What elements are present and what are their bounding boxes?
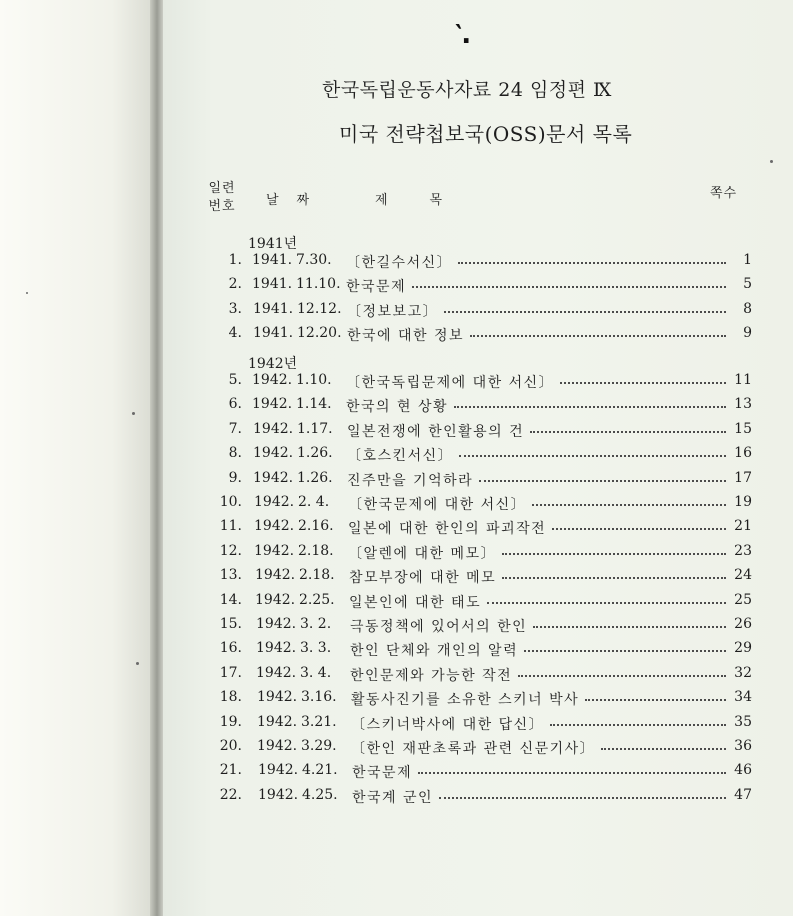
dot-leader: [479, 480, 726, 482]
entry-title: 한국문제: [352, 765, 413, 782]
left-page-margin: [0, 0, 160, 916]
toc-entry: [200, 372, 752, 394]
entry-page: 47: [734, 786, 752, 803]
entry-page: 1: [743, 252, 752, 268]
toc-entry: [200, 640, 752, 662]
toc-entry: [200, 252, 752, 274]
dot-leader: [585, 699, 726, 701]
dot-leader: [458, 262, 726, 264]
entry-month-day: 1.26.: [297, 469, 333, 486]
entry-page: 11: [734, 372, 752, 388]
entry-year: 1941.: [253, 300, 294, 317]
entry-number: 1.: [228, 252, 242, 268]
entry-month-day: 2.18.: [299, 567, 335, 584]
column-header-date: 날짜: [266, 193, 328, 208]
entry-page: 5: [743, 276, 752, 293]
year-heading: 1941년: [248, 236, 298, 252]
entry-year: 1942.: [255, 591, 296, 608]
entry-number: 9.: [228, 469, 242, 486]
entry-number: 6.: [228, 396, 242, 413]
entry-number: 18.: [219, 689, 242, 706]
entry-number: 22.: [219, 786, 242, 803]
entry-title: 한국에 대한 정보: [347, 328, 465, 345]
dot-leader: [524, 650, 726, 652]
entry-year: 1942.: [257, 689, 298, 706]
toc-entry: [200, 787, 752, 809]
entry-number: 21.: [219, 762, 242, 779]
entry-page: 25: [734, 591, 752, 608]
entry-number: 15.: [219, 616, 242, 632]
handwritten-mark: ‵․: [455, 20, 471, 50]
entry-number: 12.: [219, 542, 242, 559]
entry-page: 8: [743, 300, 752, 317]
entry-month-day: 12.12.: [297, 300, 342, 317]
entry-page: 9: [743, 325, 752, 342]
entry-title: 〔알렌에 대한 메모〕: [348, 545, 497, 562]
entry-page: 23: [734, 542, 752, 559]
entry-title: 일본에 대한 한인의 파괴작전: [348, 521, 547, 538]
entry-month-day: 7.30.: [296, 252, 332, 268]
entry-title: 〔한국독립문제에 대한 서신〕: [346, 375, 555, 391]
entry-number: 4.: [228, 325, 242, 342]
column-header-number-line1: 일련: [208, 181, 236, 196]
dot-leader: [502, 553, 726, 555]
entry-number: 10.: [219, 494, 242, 510]
toc-entry: [200, 738, 752, 760]
entry-year: 1942.: [256, 664, 297, 681]
entry-title: 〔한인 재판초록과 관련 신문기사〕: [351, 741, 596, 757]
entry-number: 7.: [228, 420, 242, 437]
entry-title: 한인 단체와 개인의 알력: [350, 643, 519, 660]
entry-year: 1942.: [253, 469, 294, 486]
dot-leader: [418, 772, 726, 774]
dot-leader: [533, 626, 726, 628]
entry-month-day: 1.17.: [297, 420, 333, 437]
entry-month-day: 1.14.: [296, 396, 332, 413]
toc-entry: [200, 543, 752, 565]
dot-leader: [560, 382, 726, 384]
entry-year: 1942.: [253, 445, 294, 462]
entry-title: 〔호스킨서신〕: [347, 448, 454, 465]
entry-page: 29: [734, 640, 752, 657]
entry-year: 1942.: [257, 738, 298, 754]
entry-number: 14.: [219, 591, 242, 608]
entry-title: 참모부장에 대한 메모: [349, 570, 497, 587]
entry-page: 15: [734, 420, 752, 437]
entry-number: 17.: [219, 664, 242, 681]
entry-month-day: 3. 2.: [300, 616, 332, 632]
year-heading: 1942년: [248, 356, 298, 372]
entry-title: 〔정보보고〕: [347, 303, 439, 320]
scan-speck: [132, 412, 135, 415]
toc-entry: [200, 616, 752, 638]
entry-year: 1942.: [255, 567, 296, 584]
entry-title: 〔스키너박사에 대한 답신〕: [351, 716, 545, 733]
dot-leader: [439, 797, 726, 799]
entry-year: 1942.: [256, 616, 297, 632]
toc-entry: [200, 396, 752, 418]
entry-title: 한국의 현 상황: [346, 399, 449, 416]
entry-page: 36: [734, 738, 752, 754]
entry-title: 한국계 군인: [352, 789, 434, 806]
toc-entry: [200, 301, 752, 323]
entry-title: 〔한국문제에 대한 서신〕: [348, 497, 527, 513]
scan-speck: [136, 662, 139, 665]
dot-leader: [470, 335, 726, 337]
entry-title: 활동사진기를 소유한 스키너 박사: [351, 692, 580, 709]
toc-entry: [200, 714, 752, 736]
entry-month-day: 2. 4.: [298, 494, 330, 510]
toc-entry: [200, 689, 752, 711]
toc-entry: [200, 518, 752, 540]
entry-number: 19.: [219, 713, 242, 730]
column-header-number-line2: 번호: [208, 199, 236, 214]
entry-title: 일본전쟁에 한인활용의 건: [347, 423, 525, 440]
entry-month-day: 3. 4.: [300, 664, 332, 681]
entry-title: 한인문제와 가능한 작전: [350, 667, 513, 684]
dot-leader: [532, 504, 726, 506]
scan-speck: [26, 292, 28, 294]
entry-page: 35: [734, 713, 752, 730]
toc-entry: [200, 762, 752, 784]
entry-month-day: 1.10.: [296, 372, 332, 388]
entry-page: 32: [734, 664, 752, 681]
entry-year: 1942.: [253, 420, 294, 437]
entry-title: 진주만을 기억하라: [347, 472, 474, 489]
toc-entry: [200, 665, 752, 687]
entry-year: 1942.: [254, 518, 295, 535]
book-gutter: [150, 0, 164, 916]
entry-number: 2.: [228, 276, 242, 293]
column-header-page: 쪽수: [710, 186, 738, 201]
entry-year: 1941.: [252, 276, 293, 293]
entry-page: 26: [734, 616, 752, 632]
entry-month-day: 1.26.: [297, 445, 333, 462]
entry-month-day: 2.25.: [299, 591, 335, 608]
column-header-number: [204, 180, 240, 216]
entry-year: 1942.: [258, 786, 299, 803]
dot-leader: [552, 528, 726, 530]
entry-month-day: 2.16.: [298, 518, 334, 535]
document-title: 미국 전략첩보국(OSS)문서 목록: [339, 122, 633, 146]
entry-number: 5.: [228, 372, 242, 388]
toc-entry: [200, 276, 752, 298]
scan-speck: [770, 160, 773, 163]
entry-number: 3.: [228, 300, 242, 317]
entry-page: 24: [734, 567, 752, 584]
toc-entry: [200, 592, 752, 614]
toc-entry: [200, 325, 752, 347]
toc-entry: [200, 445, 752, 467]
entry-page: 16: [734, 445, 752, 462]
entry-year: 1941.: [252, 252, 293, 268]
entry-year: 1942.: [252, 372, 293, 388]
dot-leader: [487, 602, 726, 604]
entry-year: 1942.: [254, 542, 295, 559]
dot-leader: [530, 431, 726, 433]
toc-entry: [200, 421, 752, 443]
series-title: 한국독립운동사자료 24 임정편 Ⅸ: [322, 79, 612, 101]
entry-year: 1942.: [252, 396, 293, 413]
entry-page: 34: [734, 689, 752, 706]
entry-title: 한국문제: [346, 279, 407, 296]
dot-leader: [502, 577, 726, 579]
entry-number: 20.: [219, 738, 242, 754]
dot-leader: [412, 286, 726, 288]
entry-number: 8.: [228, 445, 242, 462]
entry-year: 1942.: [258, 762, 299, 779]
entry-month-day: 4.25.: [302, 786, 338, 803]
entry-year: 1941.: [253, 325, 294, 342]
entry-month-day: 3. 3.: [300, 640, 332, 657]
toc-entry: [200, 494, 752, 516]
entry-month-day: 2.18.: [298, 542, 334, 559]
entry-number: 11.: [219, 518, 242, 535]
entry-page: 19: [734, 494, 752, 510]
entry-title: 〔한길수서신〕: [346, 255, 453, 271]
entry-month-day: 12.20.: [297, 325, 342, 342]
column-header-title: 제목: [375, 193, 485, 208]
entry-month-day: 3.16.: [301, 689, 337, 706]
dot-leader: [454, 406, 726, 408]
entry-number: 16.: [219, 640, 242, 657]
entry-page: 17: [734, 469, 752, 486]
entry-page: 13: [734, 396, 752, 413]
entry-page: 21: [734, 518, 752, 535]
entry-year: 1942.: [257, 713, 298, 730]
toc-entry: [200, 470, 752, 492]
entry-month-day: 3.21.: [301, 713, 337, 730]
dot-leader: [550, 724, 726, 726]
dot-leader: [459, 455, 726, 457]
entry-month-day: 3.29.: [301, 738, 337, 754]
entry-number: 13.: [219, 567, 242, 584]
dot-leader: [444, 311, 726, 313]
entry-page: 46: [734, 762, 752, 779]
dot-leader: [518, 675, 726, 677]
entry-year: 1942.: [254, 494, 295, 510]
entry-year: 1942.: [256, 640, 297, 657]
dot-leader: [601, 748, 726, 750]
entry-month-day: 4.21.: [302, 762, 338, 779]
entry-title: 극동정책에 있어서의 한인: [350, 619, 528, 635]
entry-title: 일본인에 대한 태도: [349, 594, 482, 611]
toc-entry: [200, 567, 752, 589]
entry-month-day: 11.10.: [296, 276, 341, 293]
